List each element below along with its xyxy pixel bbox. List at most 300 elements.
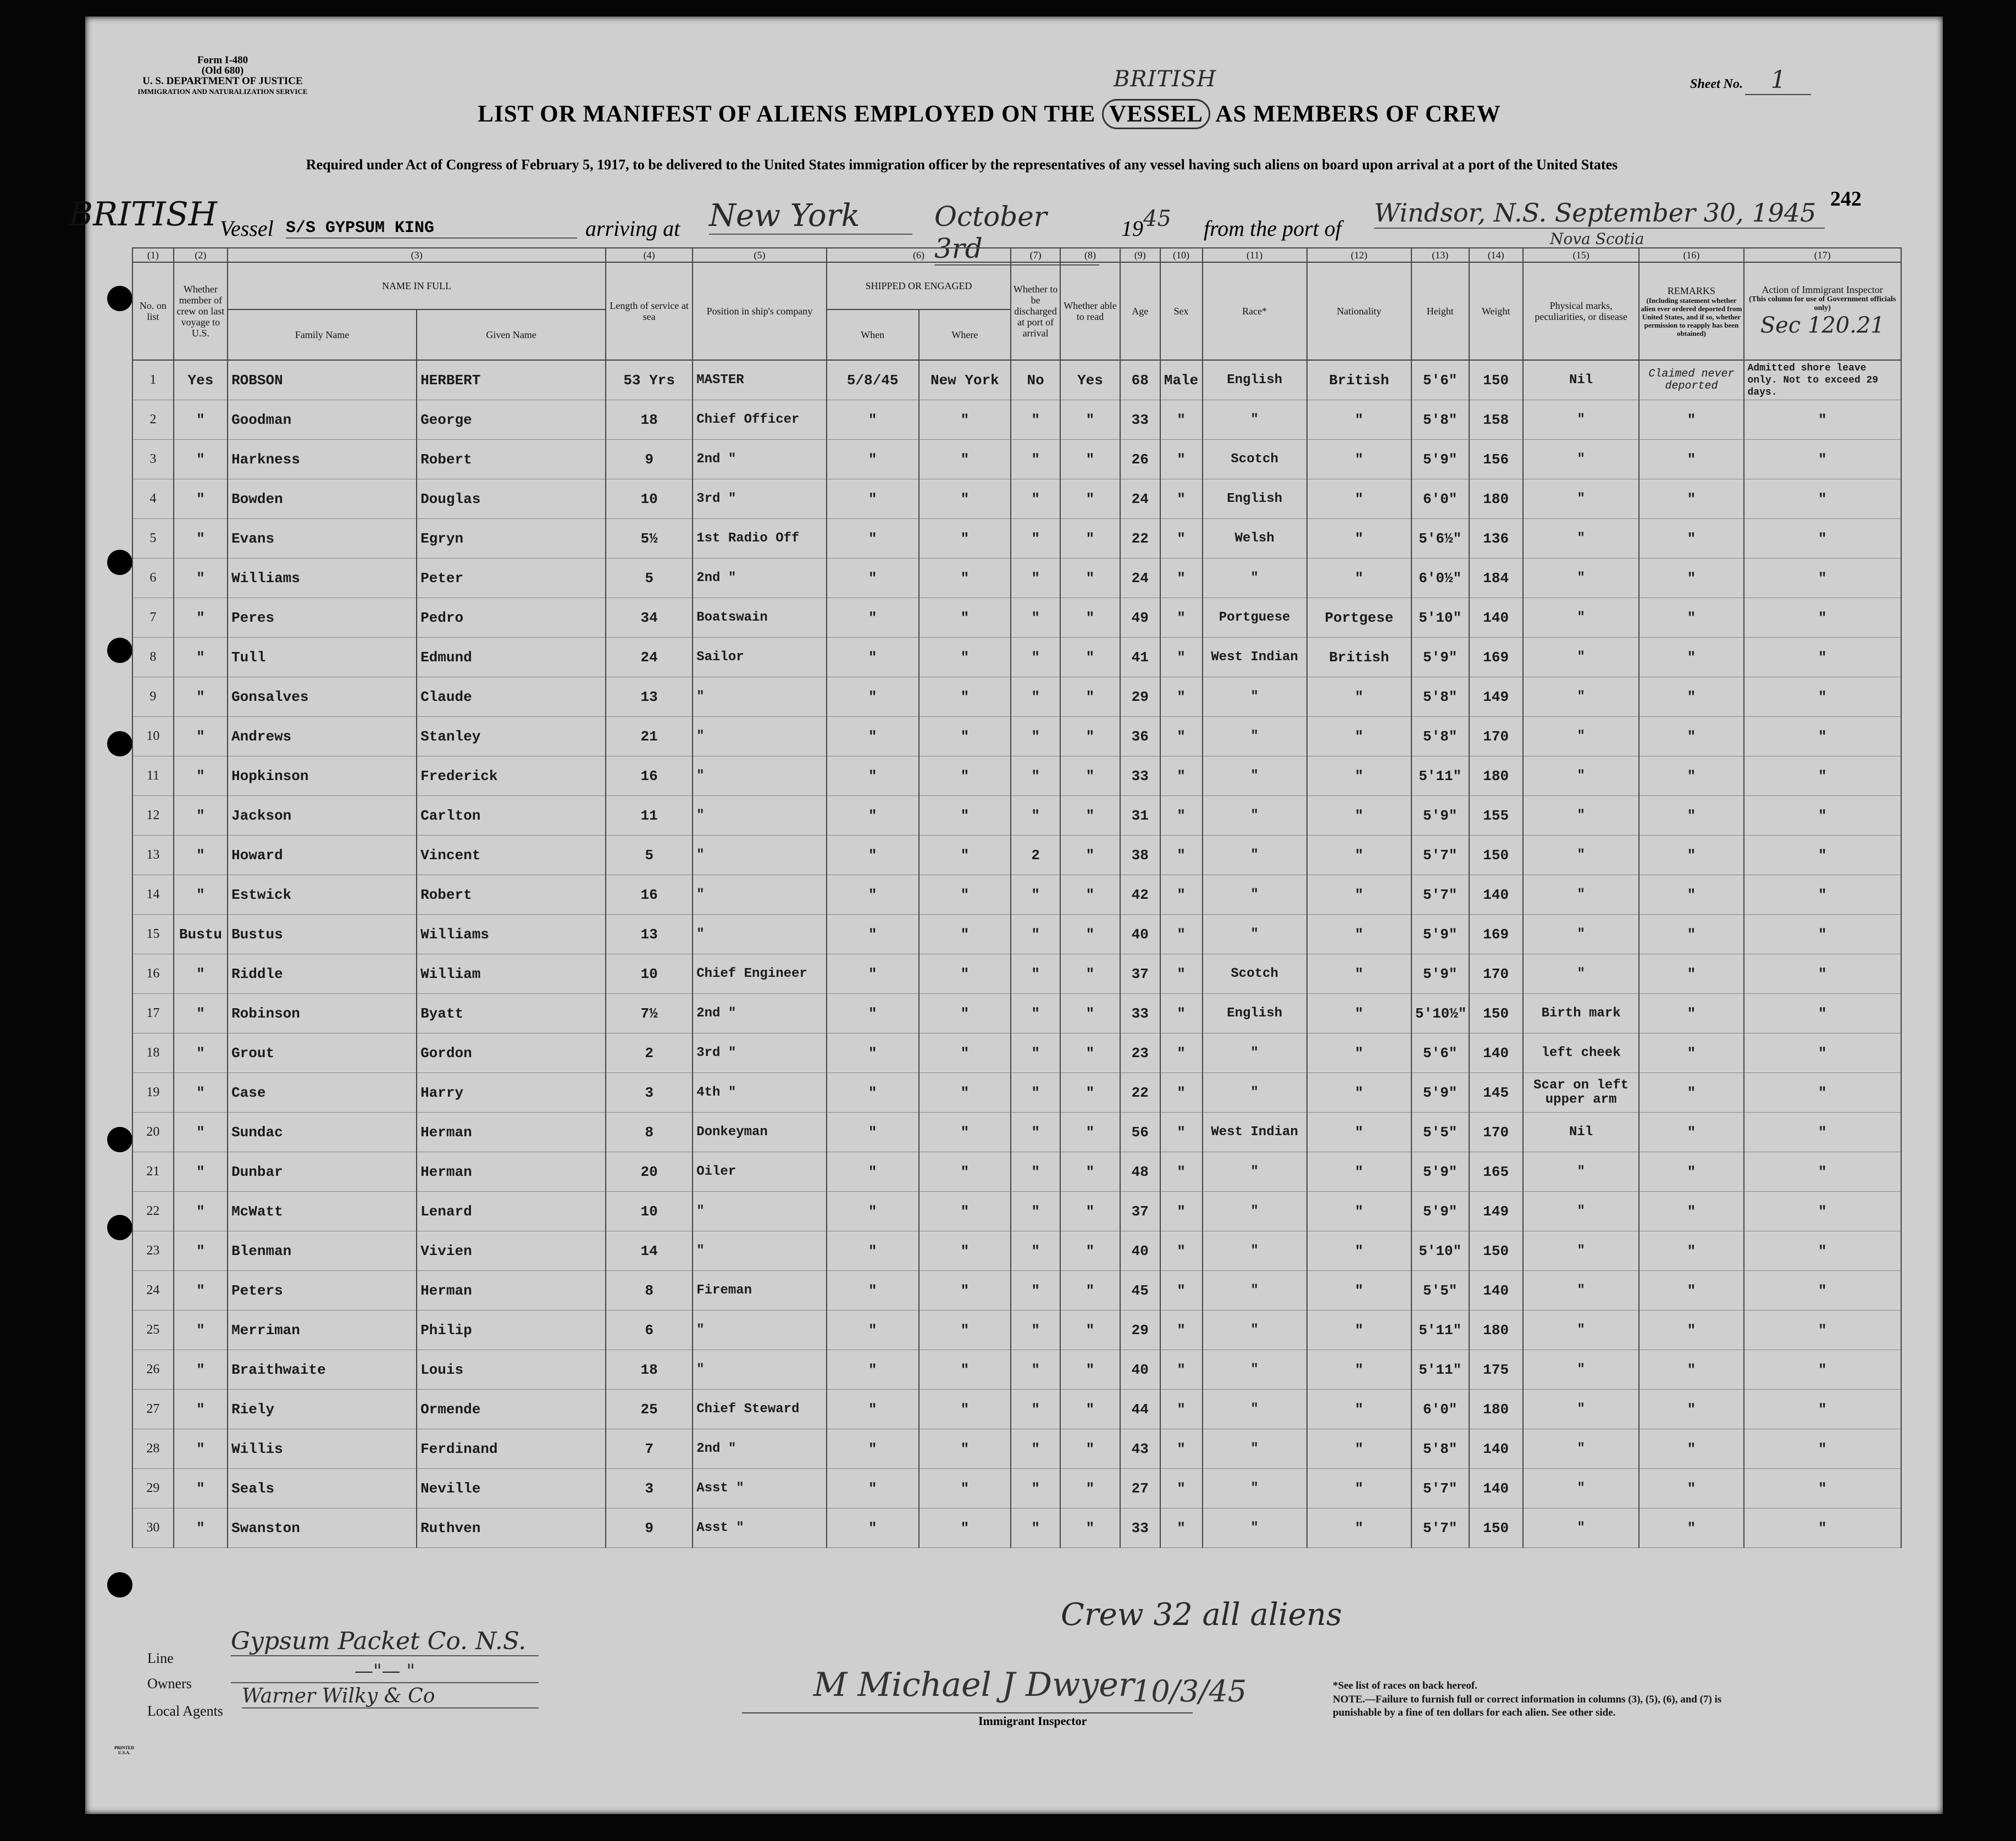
- cell-when: ": [827, 598, 919, 638]
- cell-age: 33: [1120, 400, 1160, 440]
- cell-marks: ": [1523, 915, 1640, 954]
- cell-member: ": [174, 875, 228, 915]
- cell-action: ": [1744, 796, 1901, 836]
- cell-when: ": [827, 1231, 919, 1271]
- col-3-num: (3): [228, 248, 606, 262]
- crew-total-note: Crew 32 all aliens: [1061, 1597, 1342, 1633]
- cell-sex: Male: [1160, 360, 1203, 400]
- cell-action: ": [1744, 1073, 1901, 1113]
- cell-remarks: ": [1639, 836, 1743, 875]
- cell-member: ": [174, 598, 228, 638]
- cell-height: 5'9": [1411, 1192, 1469, 1231]
- cell-given: Frederick: [417, 756, 606, 796]
- cell-remarks: ": [1639, 915, 1743, 954]
- cell-no: 17: [132, 994, 174, 1033]
- cell-service: 10: [606, 954, 693, 994]
- cell-weight: 140: [1469, 1271, 1523, 1311]
- cell-given: Gordon: [417, 1033, 606, 1073]
- cell-where: New York: [919, 360, 1011, 400]
- cell-weight: 150: [1469, 836, 1523, 875]
- cell-marks: ": [1523, 638, 1640, 677]
- cell-marks: ": [1523, 836, 1640, 875]
- cell-nationality: ": [1307, 1231, 1411, 1271]
- cell-age: 29: [1120, 677, 1160, 717]
- cell-position: Chief Officer: [693, 400, 827, 440]
- cell-marks: ": [1523, 440, 1640, 479]
- cell-member: ": [174, 994, 228, 1033]
- table-row: [132, 559, 1901, 598]
- cell-remarks: ": [1639, 954, 1743, 994]
- cell-sex: ": [1160, 915, 1203, 954]
- cell-height: 5'5": [1411, 1113, 1469, 1152]
- cell-no: 18: [132, 1033, 174, 1073]
- cell-given: Herman: [417, 1152, 606, 1192]
- cell-discharged: ": [1011, 954, 1060, 994]
- cell-marks: Nil: [1523, 360, 1640, 400]
- cell-where: ": [919, 954, 1011, 994]
- cell-race: ": [1203, 1350, 1307, 1390]
- agents-label: Local Agents: [147, 1703, 223, 1719]
- cell-service: 9: [606, 1508, 693, 1548]
- column-label-row: [132, 262, 1901, 309]
- cell-weight: 169: [1469, 915, 1523, 954]
- cell-weight: 180: [1469, 479, 1523, 519]
- cell-service: 16: [606, 756, 693, 796]
- table-row: [132, 954, 1901, 994]
- cell-height: 5'11": [1411, 1350, 1469, 1390]
- cell-family: Evans: [228, 519, 417, 559]
- cell-member: ": [174, 1350, 228, 1390]
- col-6-num: (6): [827, 248, 1011, 262]
- cell-member: ": [174, 836, 228, 875]
- cell-nationality: ": [1307, 1429, 1411, 1469]
- cell-sex: ": [1160, 638, 1203, 677]
- cell-service: 21: [606, 717, 693, 756]
- cell-sex: ": [1160, 1231, 1203, 1271]
- cell-read: ": [1060, 915, 1120, 954]
- cell-when: ": [827, 400, 919, 440]
- cell-no: 15: [132, 915, 174, 954]
- cell-remarks: ": [1639, 1311, 1743, 1350]
- cell-nationality: ": [1307, 875, 1411, 915]
- cell-family: Jackson: [228, 796, 417, 836]
- cell-where: ": [919, 915, 1011, 954]
- cell-family: McWatt: [228, 1192, 417, 1231]
- col-action-header: [1744, 262, 1901, 360]
- vessel-label: Vessel: [220, 216, 274, 241]
- cell-remarks: ": [1639, 559, 1743, 598]
- cell-given: Williams: [417, 915, 606, 954]
- cell-no: 14: [132, 875, 174, 915]
- cell-family: Seals: [228, 1469, 417, 1508]
- cell-read: ": [1060, 1033, 1120, 1073]
- cell-action: ": [1744, 1508, 1901, 1548]
- cell-age: 23: [1120, 1033, 1160, 1073]
- cell-position: ": [693, 677, 827, 717]
- cell-read: ": [1060, 1469, 1120, 1508]
- table-row: [132, 479, 1901, 519]
- cell-given: William: [417, 954, 606, 994]
- cell-action: ": [1744, 1113, 1901, 1152]
- cell-no: 16: [132, 954, 174, 994]
- cell-where: ": [919, 875, 1011, 915]
- cell-when: ": [827, 440, 919, 479]
- cell-sex: ": [1160, 400, 1203, 440]
- cell-weight: 136: [1469, 519, 1523, 559]
- cell-family: Hopkinson: [228, 756, 417, 796]
- table-row: [132, 1271, 1901, 1311]
- cell-given: Neville: [417, 1469, 606, 1508]
- cell-action: ": [1744, 954, 1901, 994]
- cell-weight: 140: [1469, 1469, 1523, 1508]
- cell-height: 5'10": [1411, 1231, 1469, 1271]
- cell-when: ": [827, 1429, 919, 1469]
- cell-race: English: [1203, 479, 1307, 519]
- cell-weight: 155: [1469, 796, 1523, 836]
- cell-position: 4th ": [693, 1073, 827, 1113]
- cell-height: 6'0½": [1411, 559, 1469, 598]
- cell-where: ": [919, 1271, 1011, 1311]
- cell-marks: ": [1523, 1350, 1640, 1390]
- cell-nationality: ": [1307, 756, 1411, 796]
- cell-when: ": [827, 519, 919, 559]
- cell-weight: 184: [1469, 559, 1523, 598]
- cell-member: ": [174, 400, 228, 440]
- cell-marks: ": [1523, 400, 1640, 440]
- cell-discharged: ": [1011, 1508, 1060, 1548]
- cell-service: 13: [606, 677, 693, 717]
- cell-remarks: ": [1639, 875, 1743, 915]
- cell-family: ROBSON: [228, 360, 417, 400]
- cell-where: ": [919, 1113, 1011, 1152]
- cell-where: ": [919, 1429, 1011, 1469]
- cell-position: ": [693, 796, 827, 836]
- col-member-header: Whether member of crew on last voyage to U.S.: [174, 262, 228, 360]
- cell-read: ": [1060, 638, 1120, 677]
- cell-height: 5'8": [1411, 677, 1469, 717]
- sheet-label: Sheet No.: [1690, 77, 1743, 91]
- cell-member: ": [174, 756, 228, 796]
- cell-position: ": [693, 717, 827, 756]
- cell-remarks: ": [1639, 1350, 1743, 1390]
- cell-nationality: ": [1307, 1113, 1411, 1152]
- cell-no: 10: [132, 717, 174, 756]
- cell-position: 1st Radio Off: [693, 519, 827, 559]
- cell-discharged: ": [1011, 1113, 1060, 1152]
- cell-age: 33: [1120, 1508, 1160, 1548]
- cell-weight: 140: [1469, 875, 1523, 915]
- cell-member: ": [174, 638, 228, 677]
- cell-age: 41: [1120, 638, 1160, 677]
- cell-position: ": [693, 756, 827, 796]
- table-row: [132, 1192, 1901, 1231]
- cell-service: 8: [606, 1271, 693, 1311]
- cell-race: ": [1203, 1508, 1307, 1548]
- cell-discharged: ": [1011, 1073, 1060, 1113]
- inspector-signature: M Michael J Dwyer: [813, 1666, 1134, 1704]
- table-row: [132, 598, 1901, 638]
- cell-position: 2nd ": [693, 1429, 827, 1469]
- cell-nationality: ": [1307, 400, 1411, 440]
- cell-service: 34: [606, 598, 693, 638]
- col-7-num: (7): [1011, 248, 1060, 262]
- cell-remarks: ": [1639, 1271, 1743, 1311]
- cell-age: 40: [1120, 1231, 1160, 1271]
- form-identifier: [99, 55, 346, 97]
- cell-height: 5'9": [1411, 1073, 1469, 1113]
- cell-height: 5'8": [1411, 717, 1469, 756]
- cell-race: English: [1203, 994, 1307, 1033]
- owners-label: Owners: [147, 1676, 192, 1691]
- cell-discharged: ": [1011, 440, 1060, 479]
- cell-no: 22: [132, 1192, 174, 1231]
- cell-family: Robinson: [228, 994, 417, 1033]
- cell-remarks: ": [1639, 1429, 1743, 1469]
- cell-where: ": [919, 756, 1011, 796]
- col-marks-header: Physical marks, peculiarities, or disease: [1523, 262, 1640, 360]
- col-name-header: NAME IN FULL: [228, 262, 606, 309]
- cell-marks: ": [1523, 756, 1640, 796]
- cell-service: 10: [606, 1192, 693, 1231]
- cell-position: 2nd ": [693, 440, 827, 479]
- cell-position: Fireman: [693, 1271, 827, 1311]
- cell-action: ": [1744, 1429, 1901, 1469]
- cell-position: Donkeyman: [693, 1113, 827, 1152]
- cell-family: Sundac: [228, 1113, 417, 1152]
- cell-marks: ": [1523, 559, 1640, 598]
- cell-when: ": [827, 1311, 919, 1350]
- agents-value: Warner Wilky & Co: [242, 1685, 539, 1709]
- cell-no: 8: [132, 638, 174, 677]
- cell-family: Gonsalves: [228, 677, 417, 717]
- cell-race: ": [1203, 836, 1307, 875]
- cell-height: 5'7": [1411, 1508, 1469, 1548]
- table-row: [132, 1231, 1901, 1271]
- cell-race: ": [1203, 1073, 1307, 1113]
- title-vessel: VESSEL: [1109, 101, 1203, 127]
- cell-height: 5'9": [1411, 796, 1469, 836]
- title-vessel-box: [1102, 67, 1217, 129]
- cell-sex: ": [1160, 1271, 1203, 1311]
- cell-member: ": [174, 1271, 228, 1311]
- cell-read: ": [1060, 1429, 1120, 1469]
- cell-given: Ferdinand: [417, 1429, 606, 1469]
- cell-age: 22: [1120, 1073, 1160, 1113]
- cell-member: ": [174, 559, 228, 598]
- cell-position: 3rd ": [693, 1033, 827, 1073]
- cell-where: ": [919, 559, 1011, 598]
- cell-height: 5'9": [1411, 638, 1469, 677]
- cell-sex: ": [1160, 479, 1203, 519]
- cell-remarks: ": [1639, 1113, 1743, 1152]
- cell-age: 22: [1120, 519, 1160, 559]
- cell-height: 5'8": [1411, 1429, 1469, 1469]
- cell-service: 25: [606, 1390, 693, 1429]
- line-value: Gypsum Packet Co. N.S.: [231, 1627, 539, 1656]
- cell-weight: 140: [1469, 1033, 1523, 1073]
- cell-race: ": [1203, 1192, 1307, 1231]
- cell-marks: ": [1523, 1311, 1640, 1350]
- cell-read: ": [1060, 1271, 1120, 1311]
- cell-remarks: ": [1639, 598, 1743, 638]
- cell-member: ": [174, 519, 228, 559]
- cell-member: Bustu: [174, 915, 228, 954]
- flag-handwritten: BRITISH: [69, 195, 218, 234]
- cell-race: Portguese: [1203, 598, 1307, 638]
- cell-race: ": [1203, 400, 1307, 440]
- cell-read: ": [1060, 1508, 1120, 1548]
- punch-hole: [107, 638, 132, 663]
- arrival-date: October 3rd: [934, 201, 1099, 266]
- table-row: [132, 440, 1901, 479]
- cell-read: ": [1060, 1350, 1120, 1390]
- cell-when: ": [827, 677, 919, 717]
- cell-when: ": [827, 559, 919, 598]
- cell-sex: ": [1160, 1429, 1203, 1469]
- cell-weight: 180: [1469, 1311, 1523, 1350]
- cell-given: Egryn: [417, 519, 606, 559]
- cell-discharged: ": [1011, 1311, 1060, 1350]
- cell-family: Braithwaite: [228, 1350, 417, 1390]
- cell-service: 7: [606, 1429, 693, 1469]
- cell-nationality: ": [1307, 1192, 1411, 1231]
- cell-marks: Nil: [1523, 1113, 1640, 1152]
- cell-where: ": [919, 598, 1011, 638]
- cell-read: ": [1060, 1390, 1120, 1429]
- cell-family: Riely: [228, 1390, 417, 1429]
- cell-weight: 149: [1469, 677, 1523, 717]
- col-16-num: (16): [1639, 248, 1743, 262]
- table-row: [132, 756, 1901, 796]
- cell-service: 14: [606, 1231, 693, 1271]
- cell-family: Bowden: [228, 479, 417, 519]
- cell-weight: 150: [1469, 994, 1523, 1033]
- cell-discharged: ": [1011, 1192, 1060, 1231]
- cell-discharged: ": [1011, 638, 1060, 677]
- cell-sex: ": [1160, 1469, 1203, 1508]
- punch-hole: [107, 731, 132, 756]
- cell-where: ": [919, 1152, 1011, 1192]
- cell-given: Stanley: [417, 717, 606, 756]
- cell-given: HERBERT: [417, 360, 606, 400]
- cell-sex: ": [1160, 1508, 1203, 1548]
- cell-height: 6'0": [1411, 1390, 1469, 1429]
- cell-when: ": [827, 836, 919, 875]
- cell-race: ": [1203, 717, 1307, 756]
- cell-when: ": [827, 638, 919, 677]
- cell-action: ": [1744, 1033, 1901, 1073]
- cell-read: ": [1060, 954, 1120, 994]
- cell-member: ": [174, 954, 228, 994]
- cell-service: 13: [606, 915, 693, 954]
- cell-remarks: ": [1639, 717, 1743, 756]
- cell-discharged: ": [1011, 1231, 1060, 1271]
- cell-member: ": [174, 479, 228, 519]
- cell-nationality: ": [1307, 994, 1411, 1033]
- cell-remarks: ": [1639, 1469, 1743, 1508]
- form-number: Form I-480: [197, 54, 248, 66]
- cell-no: 20: [132, 1113, 174, 1152]
- cell-when: ": [827, 1350, 919, 1390]
- cell-sex: ": [1160, 559, 1203, 598]
- cell-weight: 145: [1469, 1073, 1523, 1113]
- cell-no: 3: [132, 440, 174, 479]
- cell-read: ": [1060, 1152, 1120, 1192]
- cell-when: ": [827, 1469, 919, 1508]
- col-when-header: When: [827, 309, 919, 360]
- cell-action: ": [1744, 836, 1901, 875]
- cell-given: Philip: [417, 1311, 606, 1350]
- cell-age: 33: [1120, 994, 1160, 1033]
- crew-rows: [132, 360, 1901, 1548]
- cell-discharged: ": [1011, 1390, 1060, 1429]
- cell-sex: ": [1160, 836, 1203, 875]
- cell-service: 3: [606, 1073, 693, 1113]
- cell-age: 31: [1120, 796, 1160, 836]
- cell-discharged: ": [1011, 1152, 1060, 1192]
- cell-race: ": [1203, 559, 1307, 598]
- cell-given: Robert: [417, 875, 606, 915]
- cell-sex: ": [1160, 1311, 1203, 1350]
- cell-position: Boatswain: [693, 598, 827, 638]
- subtitle: Required under Act of Congress of February 5, 1917, to be delivered to the United States immigration officer by the representatives of any vessel having such aliens on board upon arrival at a port of the United States: [306, 157, 1618, 173]
- cell-position: MASTER: [693, 360, 827, 400]
- cell-where: ": [919, 836, 1011, 875]
- cell-discharged: ": [1011, 479, 1060, 519]
- cell-read: ": [1060, 1073, 1120, 1113]
- cell-race: ": [1203, 1429, 1307, 1469]
- cell-service: 16: [606, 875, 693, 915]
- remarks-title: REMARKS: [1667, 285, 1715, 296]
- cell-action: ": [1744, 875, 1901, 915]
- cell-sex: ": [1160, 1073, 1203, 1113]
- cell-given: Herman: [417, 1113, 606, 1152]
- cell-where: ": [919, 479, 1011, 519]
- cell-sex: ": [1160, 1192, 1203, 1231]
- table-row: [132, 1390, 1901, 1429]
- signature-line: [742, 1712, 1193, 1713]
- from-port-note: Nova Scotia: [1550, 230, 1644, 248]
- cell-discharged: 2: [1011, 836, 1060, 875]
- cell-when: ": [827, 1152, 919, 1192]
- cell-member: ": [174, 1390, 228, 1429]
- cell-weight: 165: [1469, 1152, 1523, 1192]
- cell-nationality: ": [1307, 1469, 1411, 1508]
- cell-position: Asst ": [693, 1508, 827, 1548]
- cell-race: ": [1203, 756, 1307, 796]
- col-14-num: (14): [1469, 248, 1523, 262]
- cell-no: 24: [132, 1271, 174, 1311]
- cell-sex: ": [1160, 756, 1203, 796]
- cell-age: 24: [1120, 559, 1160, 598]
- cell-family: Bustus: [228, 915, 417, 954]
- cell-given: Ormende: [417, 1390, 606, 1429]
- cell-given: Carlton: [417, 796, 606, 836]
- cell-read: ": [1060, 756, 1120, 796]
- table-row: [132, 1152, 1901, 1192]
- cell-family: Dunbar: [228, 1152, 417, 1192]
- cell-action: ": [1744, 400, 1901, 440]
- cell-given: Claude: [417, 677, 606, 717]
- cell-height: 5'10": [1411, 598, 1469, 638]
- cell-sex: ": [1160, 717, 1203, 756]
- cell-marks: left cheek: [1523, 1033, 1640, 1073]
- crew-table: [132, 247, 1902, 1548]
- cell-race: ": [1203, 1469, 1307, 1508]
- cell-race: ": [1203, 1231, 1307, 1271]
- cell-action: ": [1744, 1231, 1901, 1271]
- action-subtitle: (This column for use of Government officials only): [1749, 295, 1896, 312]
